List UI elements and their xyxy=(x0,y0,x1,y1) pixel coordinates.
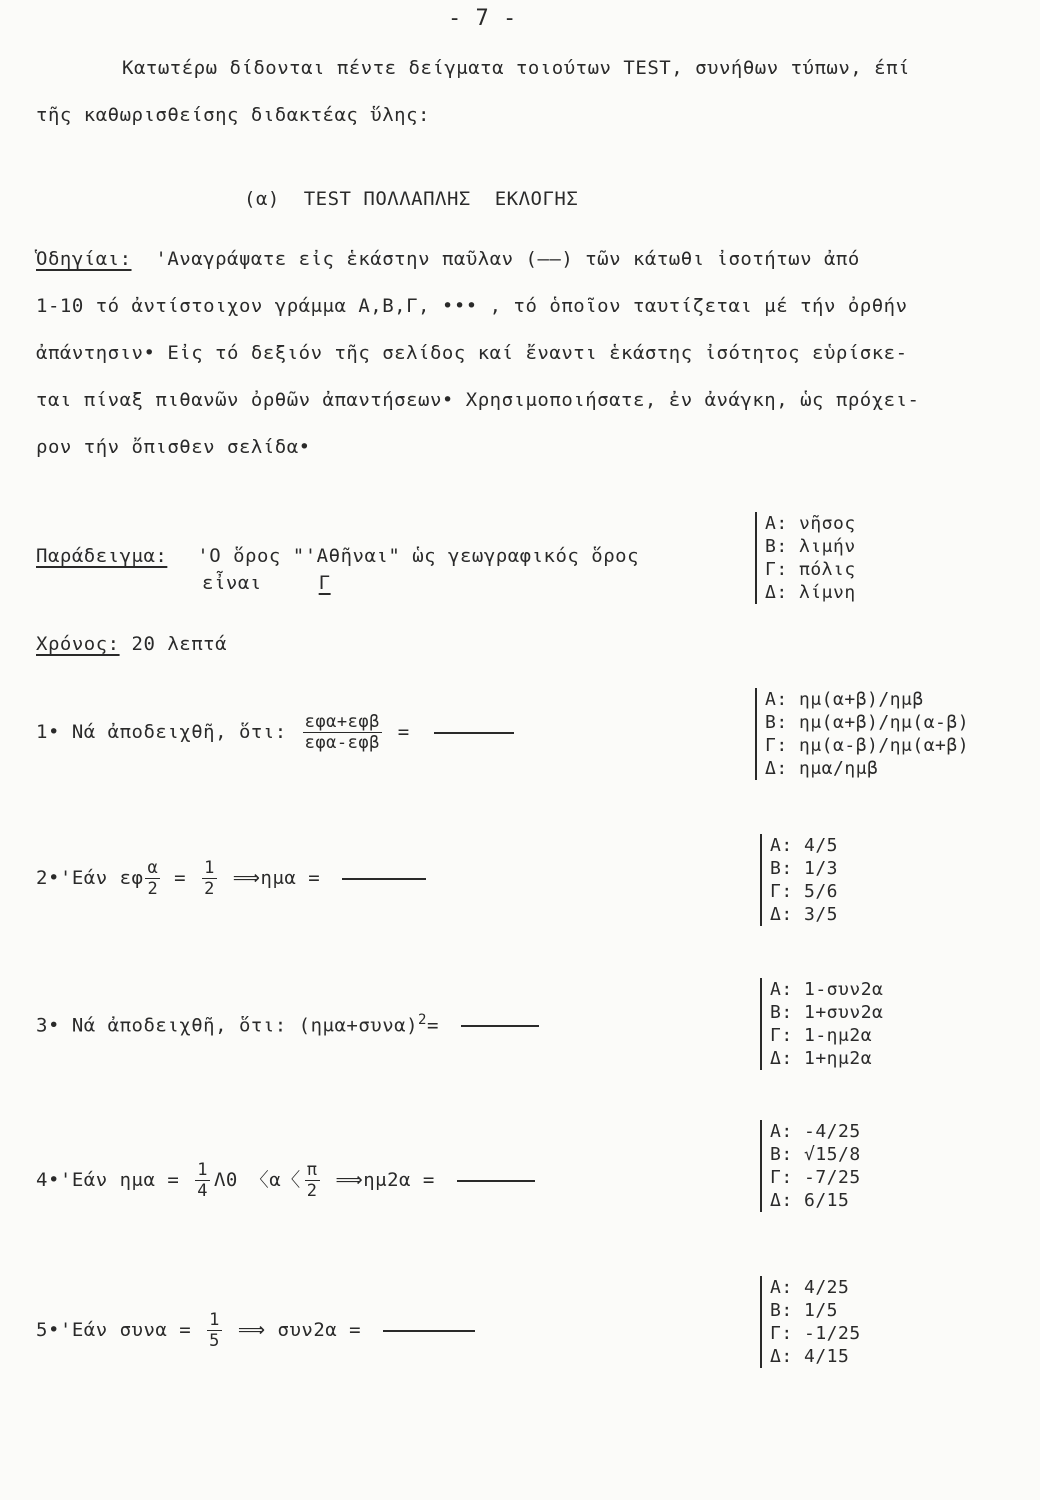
question-3-options xyxy=(760,978,883,1070)
question-1-prefix: 1• Νά ἀποδειχθῆ, ὅτι: xyxy=(36,721,287,743)
option-a: Α: ημ(α+β)/ημβ xyxy=(765,689,924,710)
option-d: Δ: 1+ημ2α xyxy=(770,1048,873,1069)
option-c: Γ: ημ(α-β)/ημ(α+β) xyxy=(765,735,970,756)
question-2 xyxy=(36,858,426,899)
option-b: Β: λιμήν xyxy=(765,536,856,557)
fraction-numerator: 1 xyxy=(197,1160,208,1180)
question-4-options xyxy=(760,1120,861,1212)
option-a: Α: 1-συν2α xyxy=(770,979,884,1000)
angle-range: Λ0 〈α〈 xyxy=(213,1169,301,1191)
fraction-numerator: π xyxy=(306,1160,318,1180)
instructions-line-3: ἀπάντησιν• Εἰς τό δεξιόν τῆς σελίδος καί ἔναντι ἑκάστης ἰσότητος εὑρίσκε- xyxy=(36,342,908,364)
fraction-numerator: 1 xyxy=(204,858,215,878)
fraction-one-fifth xyxy=(207,1310,222,1351)
example-answer: Γ xyxy=(318,572,331,594)
option-b: Β: √15/8 xyxy=(770,1144,861,1165)
question-2-options xyxy=(760,834,838,926)
equals-sign: = xyxy=(397,721,410,743)
example-options xyxy=(755,512,856,604)
implies-text: ⟹ημα = xyxy=(232,867,321,889)
time-value: 20 λεπτά xyxy=(131,633,228,655)
instructions-line-4: ται πίναξ πιθανῶν ὀρθῶν ἀπαντήσεων• Χρησιμοποιήσατε, ἐν ἀνάγκη, ὡς πρόχει- xyxy=(36,389,920,411)
intro-line-2: τῆς καθωρισθείσης διδακτέας ὕλης: xyxy=(36,104,430,126)
option-c: Γ: 1-ημ2α xyxy=(770,1025,873,1046)
fraction-denominator: 2 xyxy=(147,879,159,899)
fraction-denominator: εφα-εφβ xyxy=(304,733,380,753)
example-block xyxy=(36,545,639,567)
example-text: 'Ο ὅρος "'Αθῆναι" ὡς γεωγραφικός ὅρος xyxy=(197,545,640,567)
fraction-denominator: 2 xyxy=(306,1181,318,1201)
option-a: Α: 4/5 xyxy=(770,835,839,856)
option-a: Α: 4/25 xyxy=(770,1277,850,1298)
time-limit xyxy=(36,633,227,655)
example-text-2: εἶναι xyxy=(202,572,262,594)
equals-sign: = xyxy=(426,1014,439,1037)
answer-blank[interactable] xyxy=(434,732,514,734)
question-4-prefix: 4•'Εάν ημα = xyxy=(36,1169,180,1191)
equals-sign: = xyxy=(174,867,187,889)
implies-text: ⟹ συν2α = xyxy=(237,1319,362,1341)
instructions-paragraph xyxy=(36,236,996,471)
fraction-numerator: εφα+εφβ xyxy=(304,712,380,732)
question-1 xyxy=(36,712,514,753)
option-d: Δ: 3/5 xyxy=(770,904,839,925)
instructions-line-5: ρον τήν ὄπισθεν σελίδα• xyxy=(36,436,311,458)
question-1-options xyxy=(755,688,969,780)
fraction-pi-half xyxy=(305,1160,320,1201)
time-label: Χρόνος: xyxy=(36,633,120,655)
fraction-one-quarter xyxy=(195,1160,210,1201)
intro-paragraph xyxy=(36,45,996,139)
fraction-denominator: 2 xyxy=(204,879,215,899)
option-b: Β: 1+συν2α xyxy=(770,1002,884,1023)
question-5-prefix: 5•'Εάν συνα = xyxy=(36,1319,192,1341)
answer-blank[interactable] xyxy=(383,1330,475,1332)
intro-line-1: Κατωτέρω δίδονται πέντε δείγματα τοιούτων TEST, συνήθων τύπων, έπί xyxy=(122,57,910,79)
example-answer-line xyxy=(202,572,370,594)
instructions-line-2: 1-10 τό ἀντίστοιχον γράμμα Α,Β,Γ, ••• , τό ὁποῖον ταυτίζεται μέ τήν ὀρθήν xyxy=(36,295,908,317)
question-2-prefix: 2•'Εάν εφ xyxy=(36,867,144,889)
answer-blank[interactable] xyxy=(457,1180,535,1182)
question-5 xyxy=(36,1310,475,1351)
question-3 xyxy=(36,1012,539,1036)
question-5-options xyxy=(760,1276,861,1368)
question-1-fraction xyxy=(303,712,382,753)
answer-blank[interactable] xyxy=(342,878,426,880)
fraction-alpha-half xyxy=(145,858,160,899)
option-a: Α: -4/25 xyxy=(770,1121,861,1142)
section-title: (α) TEST ΠΟΛΛΑΠΛΗΣ ΕΚΛΟΓΗΣ xyxy=(244,188,579,210)
option-b: Β: 1/5 xyxy=(770,1300,839,1321)
option-c: Γ: -1/25 xyxy=(770,1323,861,1344)
option-d: Δ: 4/15 xyxy=(770,1346,850,1367)
option-d: Δ: 6/15 xyxy=(770,1190,850,1211)
option-a: Α: νῆσος xyxy=(765,513,856,534)
fraction-one-half xyxy=(202,858,217,899)
option-c: Γ: πόλις xyxy=(765,559,856,580)
page-number: - 7 - xyxy=(448,6,517,31)
option-d: Δ: λίμνη xyxy=(765,582,856,603)
option-d: Δ: ημα/ημβ xyxy=(765,758,879,779)
fraction-numerator: α xyxy=(147,858,159,878)
example-label: Παράδειγμα: xyxy=(36,545,168,567)
fraction-denominator: 5 xyxy=(209,1331,220,1351)
exponent: 2 xyxy=(418,1012,427,1028)
option-c: Γ: 5/6 xyxy=(770,881,839,902)
option-b: Β: 1/3 xyxy=(770,858,839,879)
instructions-line-1: 'Αναγράψατε εἰς ἑκάστην παῦλαν (——) τῶν κάτωθι ἰσοτήτων ἀπό xyxy=(155,248,860,270)
option-b: Β: ημ(α+β)/ημ(α-β) xyxy=(765,712,970,733)
answer-blank[interactable] xyxy=(461,1025,539,1027)
fraction-numerator: 1 xyxy=(209,1310,220,1330)
implies-text: ⟹ημ2α = xyxy=(335,1169,435,1191)
fraction-denominator: 4 xyxy=(197,1181,208,1201)
instructions-label: Ὁδηγίαι: xyxy=(36,248,132,270)
option-c: Γ: -7/25 xyxy=(770,1167,861,1188)
question-4 xyxy=(36,1160,535,1201)
question-3-prefix: 3• Νά ἀποδειχθῆ, ὅτι: (ημα+συνα) xyxy=(36,1014,419,1037)
